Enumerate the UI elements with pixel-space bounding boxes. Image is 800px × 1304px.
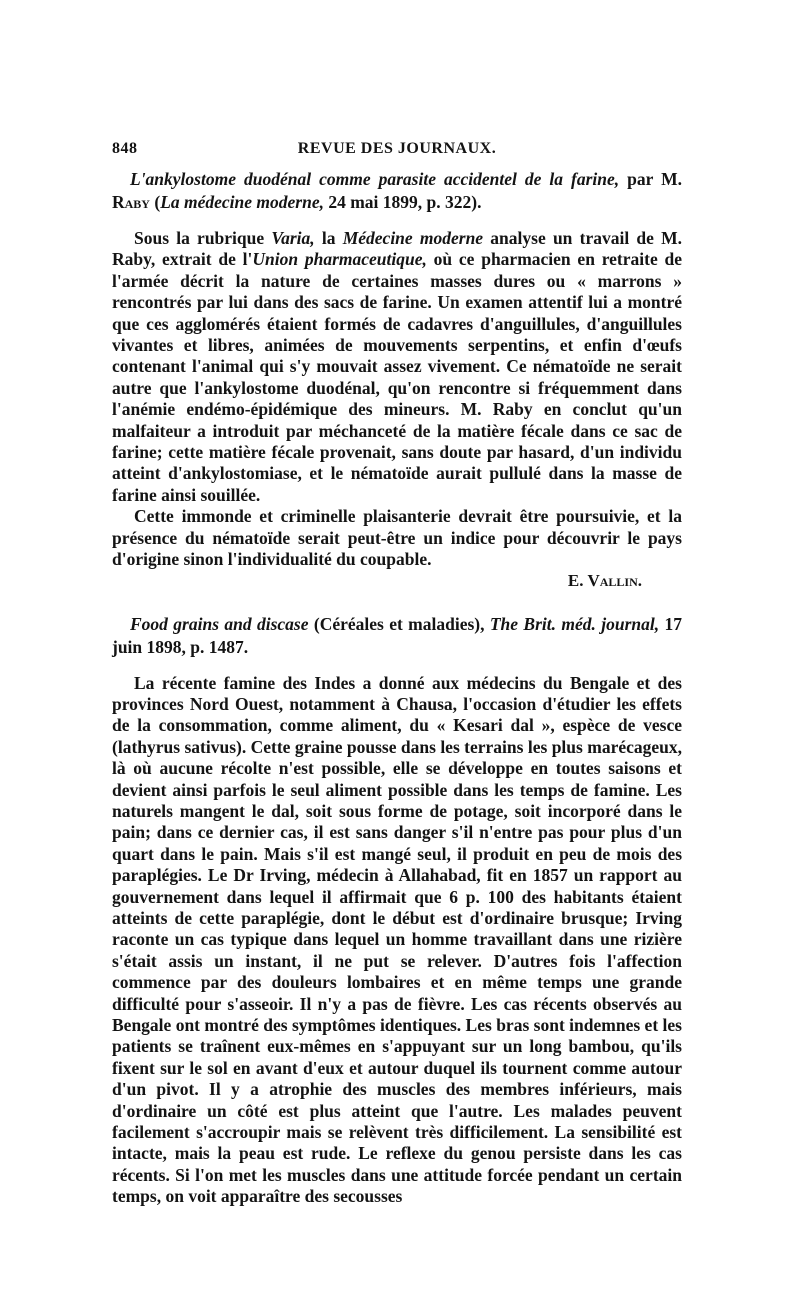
running-head [112,140,682,158]
article2-title-translation: (Céréales et maladies), [308,613,490,634]
text-run-italic: Varia, [271,228,315,248]
article2-journal: The Brit. méd. journal, [489,613,660,634]
text-run-italic: Union pharmaceutique, [252,249,427,270]
article1-author: Raby [112,192,150,212]
article1-source-date: 24 mai 1899, p. 322). [323,192,482,212]
journal-section-title: REVUE DES JOURNAUX. [297,140,497,157]
article1-title: L'ankylostome duodénal comme parasite accidentel de la farine, [130,169,620,189]
page [112,140,682,1208]
text-run: Cette immonde et criminelle plaisanterie devrait être poursuivie, et la présence du nématoïde serait peut-être un indice pour découvrir le pays d'origine sinon l'individualité du coupable. [112,506,682,570]
article1-paragraph-2 [112,506,682,570]
text-run: où ce pharmacien en retraite de l'armée décrit la nature de certaines masses dures ou « marrons » rencontrés par lui dans des sacs de farine. Un examen attentif lui a montré que ces agglomérés étaient formés de cadavres d'anguillules, d'anguillules vivantes et libres, animées de mouvements serpentins, et enfin d'œufs contenant l'animal qui s'y mouvait assez vivement. Ce nématoïde ne serait autre que l'ankylostome duodénal, qu'on rencontre si fréquemment dans l'anémie endémo-épidémique des mineurs. M. Raby en conclut qu'un malfaiteur a introduit par méchanceté de la matière fécale dans ce sac de farine; cette matière fécale provenait, sans doute par hasard, d'un individu atteint d'ankylostomiase, et le nématoïde aurait pullulé dans la masse de farine ainsi souillée. [112,249,682,505]
text-run: la [314,228,343,248]
signature-line [112,571,682,591]
text-run: analyse un travail de M. Raby, extrait de l' [112,228,683,270]
text-run: Sous la rubrique [134,228,272,248]
article1-heading: L'ankylostome duodénal comme parasite accidentel de la farine, par M. Raby (La médecine moderne, 24 mai 1899, p. 322). [112,169,683,212]
article2-title: Food grains and discase [130,613,309,634]
article1-by: par M. [619,169,683,189]
article2-date: 17 juin 1898, p. 1487. [112,613,682,657]
text-run-italic: Médecine moderne [342,228,484,248]
article1-source: La médecine moderne, [160,192,324,212]
article2-paragraph-1 [112,673,682,1208]
article2-heading [112,613,682,659]
text-run: La récente famine des Indes a donné aux médecins du Bengale et des provinces Nord Ouest, notamment à Chausa, l'occasion d'étudier les effets de la consommation, comme aliment, du « Kesari dal », espèce de vesce (lathyrus sativus). Cette graine pousse dans les terrains les plus marécageux, là où aucune récolte n'est possible, elle se développe en toutes saisons et devient ainsi parfois le seul aliment possible dans les temps de famine. Les naturels mangent le dal, soit sous forme de potage, soit incorporé dans le pain; dans ce dernier cas, il est sans danger s'il n'entre pas pour plus d'un quart dans le pain. Mais s'il est mangé seul, il produit en peu de mois des paraplégies. Le Dr Irving, médecin à Allahabad, fit en 1857 un rapport au gouvernement dans lequel il affirmait que 6 p. 100 des habitants étaient atteints de cette paraplégie, dont le début est d'ordinaire brusque; Irving raconte un cas typique dans lequel un homme travaillant dans une rizière s'était assis un instant, il ne put se relever. D'autres fois l'affection commence par des douleurs lombaires et en même temps une grande difficulté pour s'asseoir. Il n'y a pas de fièvre. Les cas récents observés au Bengale ont montré des symptômes identiques. Les bras sont indemnes et les patients se traînent eux-mêmes en s'appuyant sur un long bambou, qu'ils fixent sur le sol en avant d'eux et autour duquel ils tournent comme autour d'un pivot. Il y a atrophie des muscles des membres inférieurs, mais d'ordinaire un côté est plus atteint que l'autre. Les malades peuvent facilement s'accroupir mais se relèvent très difficilement. La sensibilité est intacte, mais la peau est rude. Le reflexe du genou persiste dans les cas récents. Si l'on met les muscles dans une attitude forcée pendant un certain temps, on voit apparaître des secousses [112,672,682,1207]
article1-paragraph-1 [112,228,682,506]
page-number: 848 [112,140,138,157]
article1-signature: E. Vallin. [567,570,642,590]
